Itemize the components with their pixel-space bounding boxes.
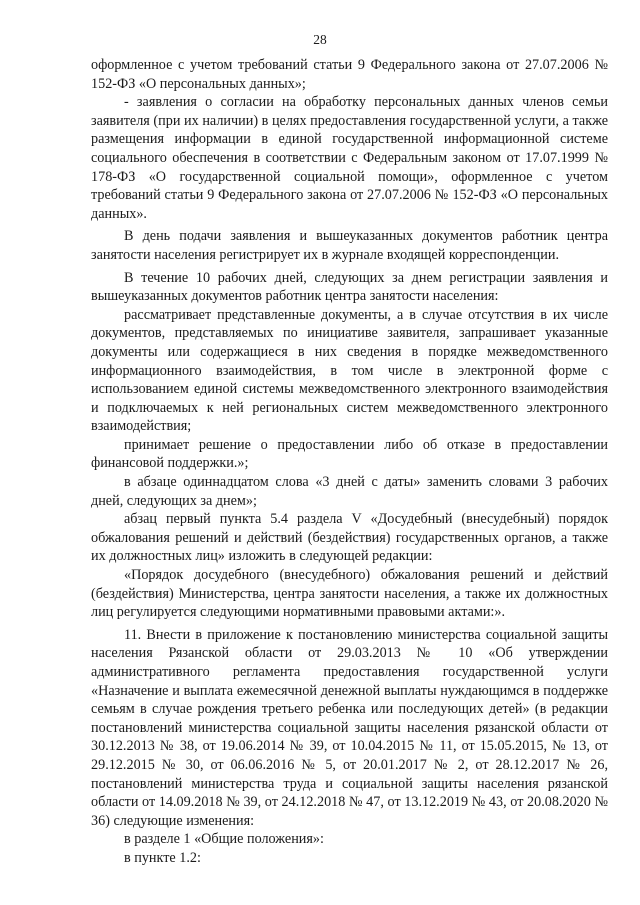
- paragraph-item-11: 11. Внести в приложение к постановлению министерства социальной защиты населения Рязанской области от 29.03.2013 № 10 «Об утверждении административного регламента предоставления государственной услуги «Назначение и выплата ежемесячной денежной выплаты нуждающимся в поддержке семьям в случае рождения третьего ребенка или последующих детей» (в редакции постановлений министерства социальной защиты населения рязанской области от 30.12.2013 № 38, от 19.06.2014 № 39, от 10.04.2015 № 11, от 15.05.2015, № 13, от 29.12.2015 № 30, от 06.06.2016 № 5, от 20.01.2017 № 2, от 28.12.2017 № 26, постановлений министерства труда и социальной защиты населения рязанской области от 14.09.2018 № 39, от 24.12.2018 № 47, от 13.12.2019 № 43, от 20.08.2020 № 36) следующие изменения:: [91, 626, 608, 829]
- paragraph-makes-decision: принимает решение о предоставлении либо об отказе в предоставлении финансовой поддержки.»;: [91, 436, 608, 472]
- paragraph-clause-5-4: абзац первый пункта 5.4 раздела V «Досудебный (внесудебный) порядок обжалования решений и действий (бездействия) государственных органов, а также их должностных лиц» изложить в следующей редакции:: [91, 511, 608, 565]
- paragraph-consent-statement: - заявления о согласии на обработку персональных данных членов семьи заявителя (при их наличии) в целях предоставления государственной услуги, а также размещения информации в единой государственной информационной системе социального обеспечения в соответствии с Федеральным законом от 17.07.1999 № 178-ФЗ «О государственной социальной помощи», оформленное с учетом требований статьи 9 Федерального закона от 27.07.2006 № 152-ФЗ «О персональных данных».: [91, 94, 608, 222]
- paragraph-reviews-documents: рассматривает представленные документы, а в случае отсутствия в их числе документов, представляемых по инициативе заявителя, запрашивает указанные документы или содержащиеся в них сведения в порядке межведомственного информационного взаимодействия, в том числе в электронной форме с использованием единой системы межведомственного электронного взаимодействия и подключаемых к ней региональных систем межведомственного электронного взаимодействия;: [91, 306, 608, 435]
- page-number: 28: [313, 32, 327, 47]
- paragraph-eleventh-subparagraph: в абзаце одиннадцатом слова «3 дней с даты» заменить словами 3 рабочих дней, следующих за днем»;: [91, 474, 608, 509]
- document-body: [91, 56, 608, 868]
- paragraph-appeal-procedure: «Порядок досудебного (внесудебного) обжалования решений и действий (бездействия) Министерства, центра занятости населения, а также их должностных лиц регулируется следующими нормативными правовыми актами:».: [91, 567, 608, 621]
- paragraph-section-1: в разделе 1 «Общие положения»:: [124, 831, 324, 848]
- paragraph-registration-day: В день подачи заявления и вышеуказанных документов работник центра занятости населения регистрирует их в журнале входящей корреспонденции.: [91, 228, 608, 263]
- paragraph-ten-working-days: В течение 10 рабочих дней, следующих за днем регистрации заявления и вышеуказанных документов работник центра занятости населения:: [91, 269, 608, 305]
- paragraph-clause-1-2: в пункте 1.2:: [124, 849, 201, 866]
- paragraph-continuation: оформленное с учетом требований статьи 9 Федерального закона от 27.07.2006 № 152-ФЗ «О персональных данных»;: [91, 57, 608, 92]
